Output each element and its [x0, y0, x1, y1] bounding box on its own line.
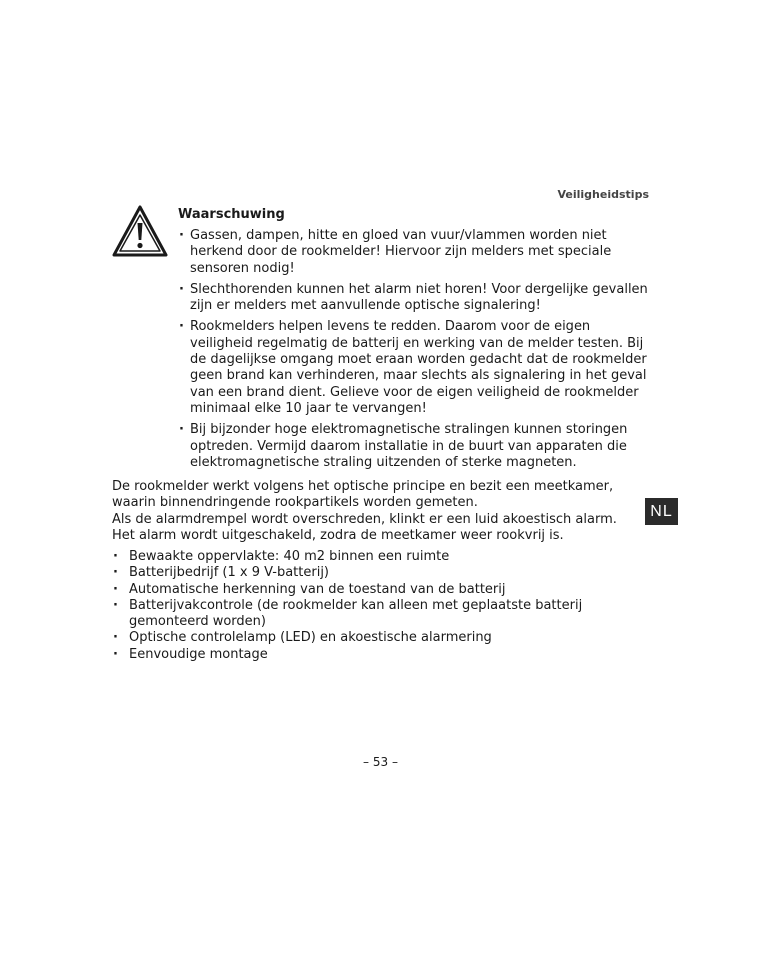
warning-list — [178, 228, 653, 471]
description — [112, 479, 652, 544]
feature-item: · Bewaakte oppervlakte: 40 m2 binnen een ruimte — [112, 549, 612, 565]
warning-title: Waarschuwing — [178, 207, 285, 222]
description-paragraph: Het alarm wordt uitgeschakeld, zodra de meetkamer weer rookvrij is. — [112, 527, 564, 543]
section-label: Veiligheidstips — [557, 188, 649, 201]
warning-block — [178, 206, 653, 476]
feature-list — [112, 549, 612, 663]
description-paragraph: De rookmelder werkt volgens het optische principe en bezit een meetkamer, waarin binnendringende rookpartikels worden gemeten. — [112, 479, 614, 511]
feature-item: · Batterijvakcontrole (de rookmelder kan alleen met geplaatste batterij gemonteerd worden) — [112, 598, 612, 631]
feature-item: · Optische controlelamp (LED) en akoestische alarmering — [112, 630, 612, 646]
language-badge: NL — [645, 498, 678, 525]
warning-item: · Gassen, dampen, hitte en gloed van vuur/vlammen worden niet herkend door de rookmelder! Hiervoor zijn melders met speciale sensoren nodig! — [178, 228, 653, 277]
page-number: – 53 – — [363, 755, 398, 769]
feature-item: · Eenvoudige montage — [112, 647, 612, 663]
warning-item: · Rookmelders helpen levens te redden. Daarom voor de eigen veiligheid regelmatig de batterij en werking van de melder testen. Bij de dagelijkse omgang moet eraan worden gedacht dat de rookmelder geen brand kan verhinderen, maar slechts als signalering in het geval van een brand dient. Gelieve voor de eigen veiligheid de rookmelder minimaal elke 10 jaar te vervangen! — [178, 319, 653, 417]
feature-item: · Batterijbedrijf (1 x 9 V-batterij) — [112, 565, 612, 581]
description-paragraph: Als de alarmdrempel wordt overschreden, klinkt er een luid akoestisch alarm. — [112, 511, 617, 527]
warning-item: · Slechthorenden kunnen het alarm niet horen! Voor dergelijke gevallen zijn er melders met aanvullende optische signalering! — [178, 282, 653, 315]
warning-triangle-icon — [112, 205, 168, 257]
feature-item: · Automatische herkenning van de toestand van de batterij — [112, 582, 612, 598]
warning-item: · Bij bijzonder hoge elektromagnetische stralingen kunnen storingen optreden. Vermijd daarom installatie in de buurt van apparaten die elektromagnetische straling uitzenden of sterke magneten. — [178, 422, 653, 471]
